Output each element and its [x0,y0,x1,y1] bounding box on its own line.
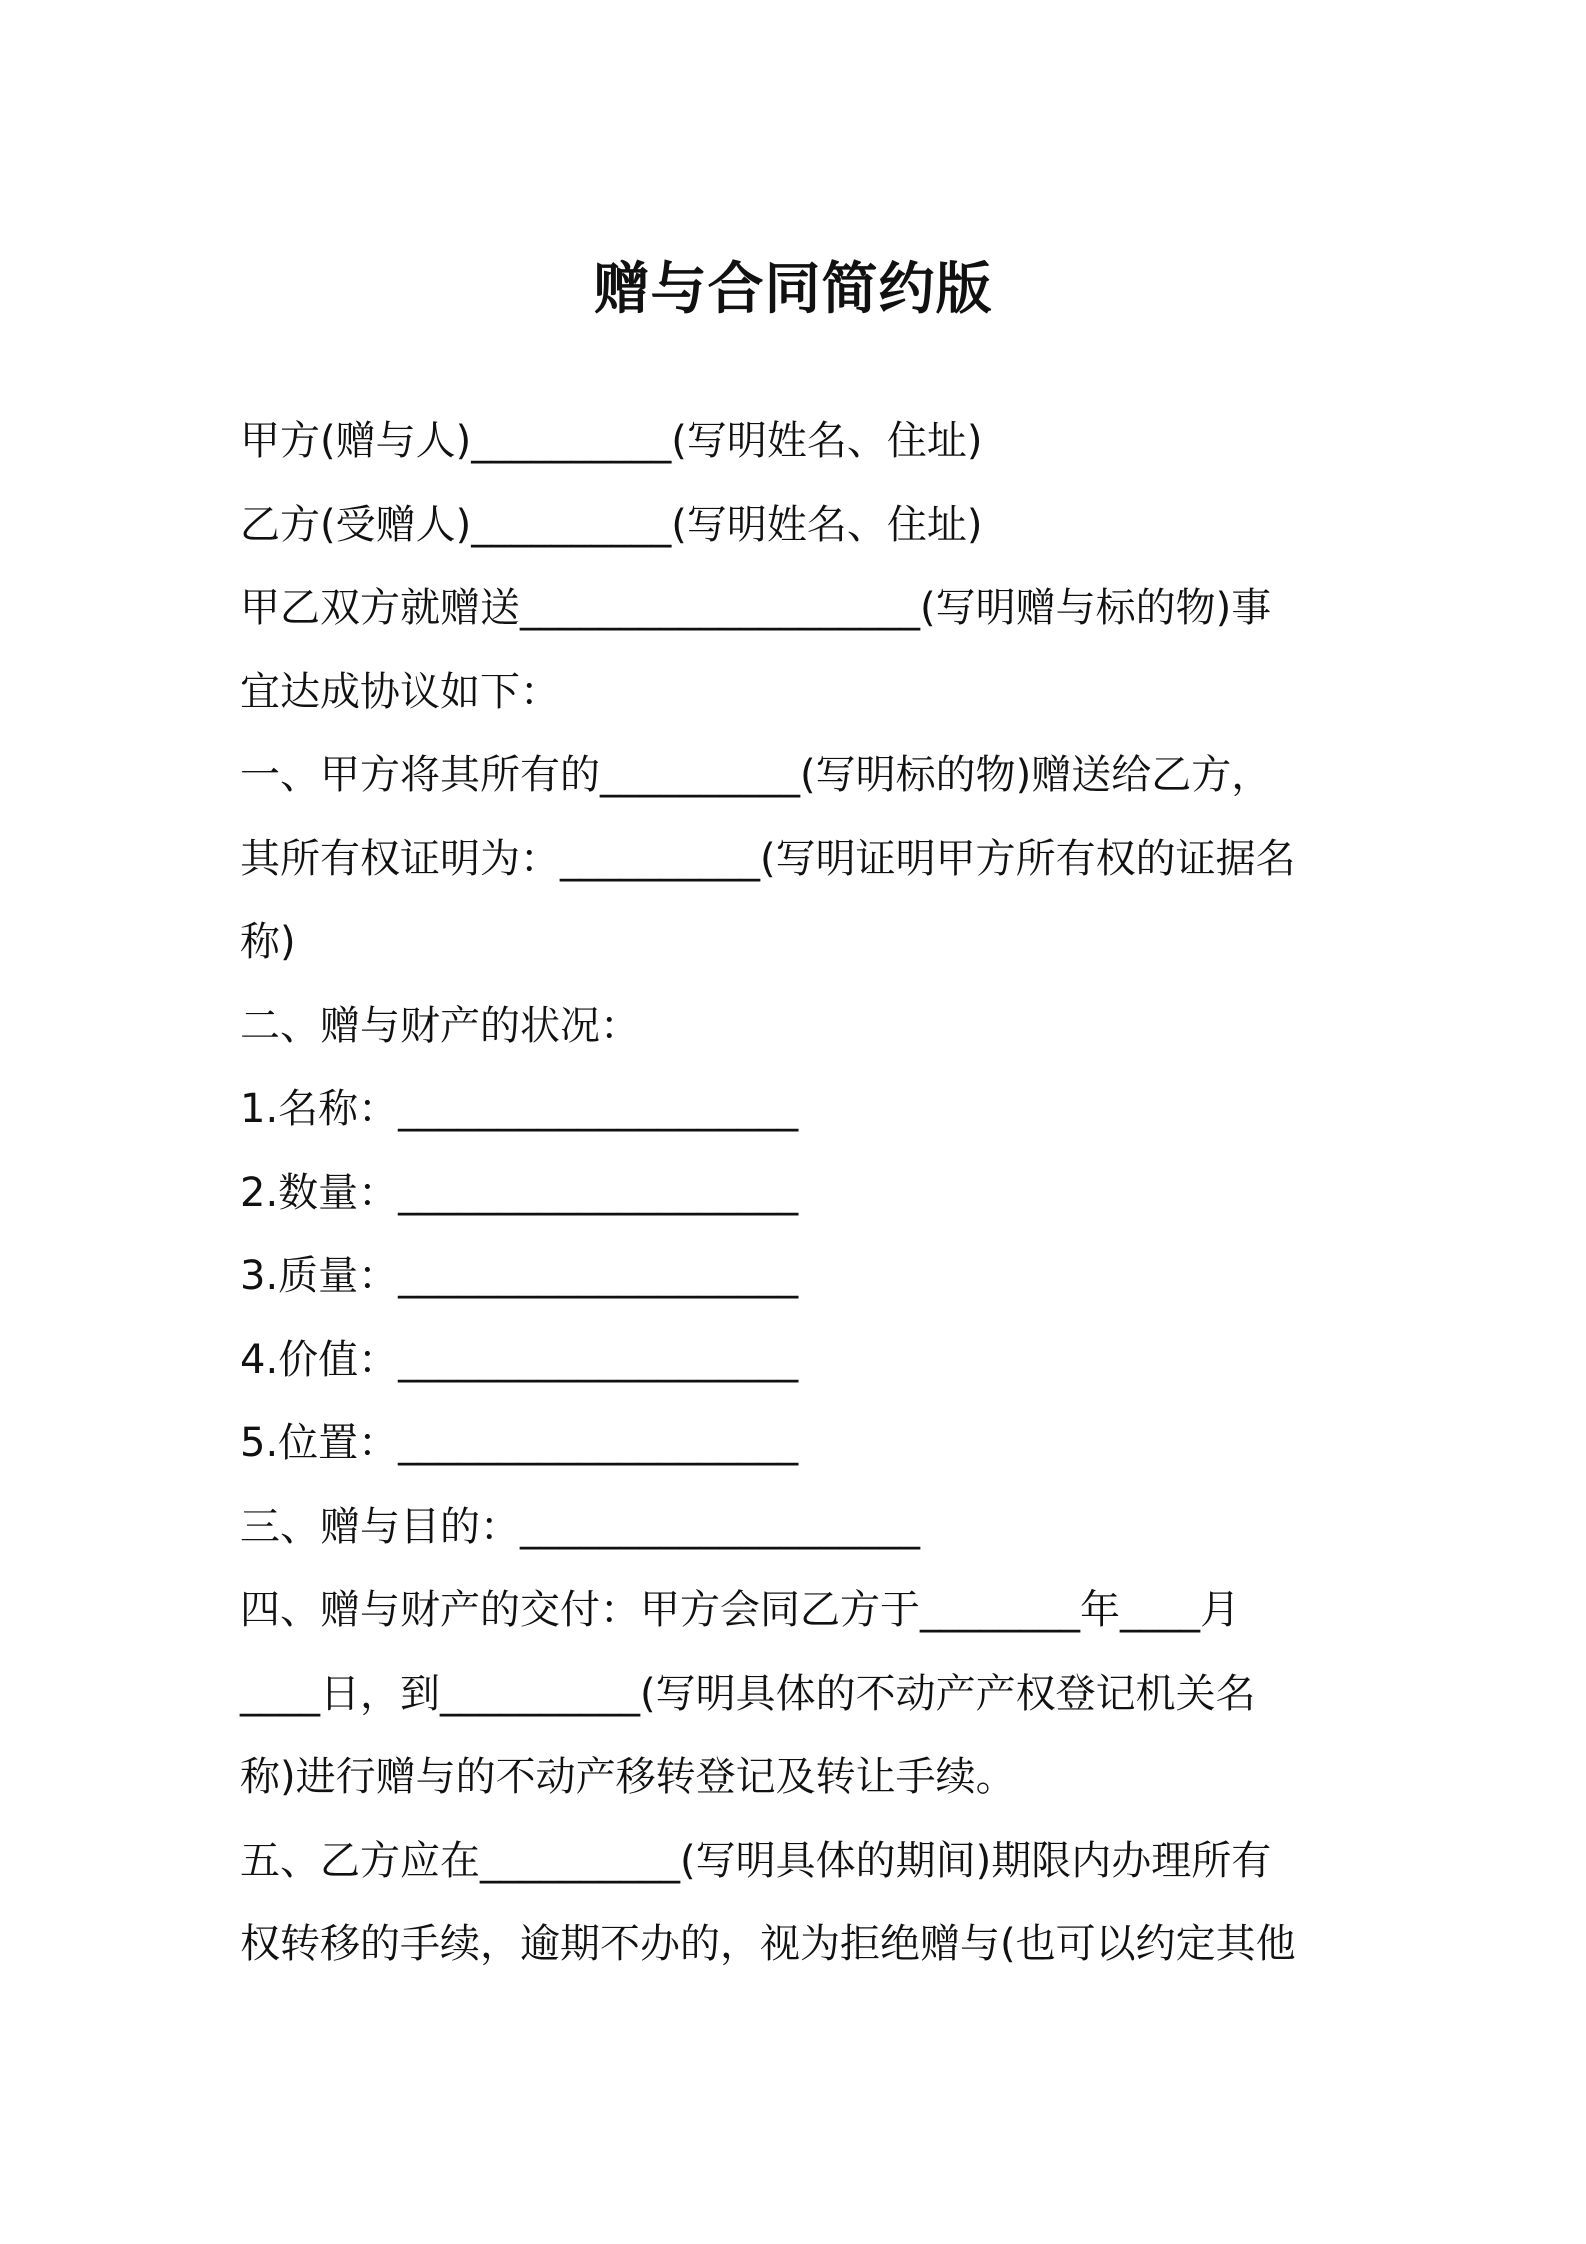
property-location-line: 5.位置：____________________ [240,1420,799,1466]
agreement-intro-line: 甲乙双方就赠送____________________(写明赠与标的物)事 [240,585,1272,631]
party-a-line: 甲方(赠与人)__________(写明姓名、住址) [240,418,983,464]
document-title: 赠与合同简约版 [593,257,993,322]
clause-5-line: 五、乙方应在__________(写明具体的期间)期限内办理所有 [240,1837,1272,1884]
property-name-line: 1.名称：____________________ [240,1086,799,1132]
clause-1-line: 一、甲方将其所有的__________(写明标的物)赠送给乙方， [240,752,1272,798]
clause-5-line: 权转移的手续，逾期不办的，视为拒绝赠与(也可以约定其他 [240,1921,1296,1967]
clause-4-line: 称)进行赠与的不动产移转登记及转让手续。 [240,1754,1016,1800]
property-quality-line: 3.质量：____________________ [240,1253,799,1299]
party-b-line: 乙方(受赠人)__________(写明姓名、住址) [240,501,983,548]
clause-1-line: 其所有权证明为：__________(写明证明甲方所有权的证据名 [240,835,1296,882]
clause-4-line: ____日，到__________(写明具体的不动产产权登记机关名 [240,1670,1256,1717]
clause-4-line: 四、赠与财产的交付：甲方会同乙方于________年____月 [240,1587,1240,1633]
clause-3-line: 三、赠与目的：____________________ [240,1503,920,1550]
clause-1-line: 称) [240,919,296,965]
property-value-line: 4.价值：____________________ [240,1336,799,1383]
property-quantity-line: 2.数量：____________________ [240,1169,799,1216]
document-body [240,400,1360,1987]
agreement-intro-line: 宜达成协议如下： [240,668,560,715]
clause-2-heading: 二、赠与财产的状况： [240,1002,640,1049]
